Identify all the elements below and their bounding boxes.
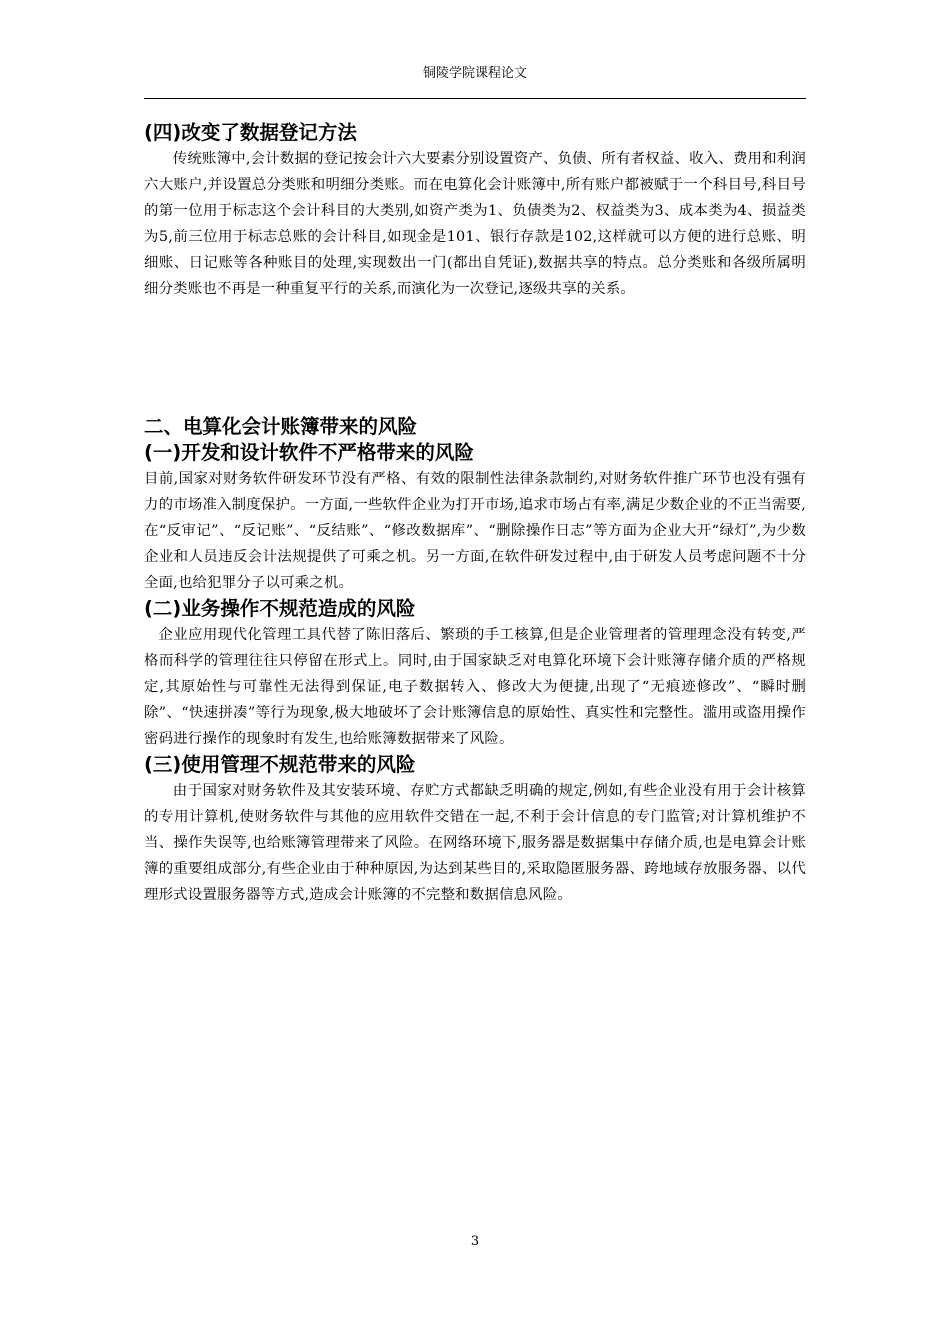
section-gap <box>144 302 806 414</box>
chapter-2-heading: 二、电算化会计账簿带来的风险 <box>144 415 418 438</box>
page-header <box>144 64 806 99</box>
document-body <box>144 120 806 908</box>
risk-2-heading: (二)业务操作不规范造成的风险 <box>144 597 416 620</box>
risk-3-heading: (三)使用管理不规范带来的风险 <box>144 753 416 776</box>
risk-2-paragraph: 企业应用现代化管理工具代替了陈旧落后、繁琐的手工核算,但是企业管理者的管理理念没有转变,严格而科学的管理往往只停留在形式上。同时,由于国家缺乏对电算化环境下会计账簿存储介质的严格规定,其原始性与可靠性无法得到保证,电子数据转入、修改大为便捷,出现了“无痕迹修改”、“瞬时删除”、“快速拼凑”等行为现象,极大地破坏了会计账簿信息的原始性、真实性和完整性。滥用或盗用操作密码进行操作的现象时有发生,也给账簿数据带来了风险。 <box>144 627 806 747</box>
risk-1-paragraph: 目前,国家对财务软件研发环节没有严格、有效的限制性法律条款制约,对财务软件推广环节也没有强有力的市场准入制度保护。一方面,一些软件企业为打开市场,追求市场占有率,满足少数企业的不正当需要,在“反审记”、“反记账”、“反结账”、“修改数据库”、“删除操作日志”等方面为企业大开“绿灯”,为少数企业和人员违反会计法规提供了可乘之机。另一方面,在软件研发过程中,由于研发人员考虑问题不十分全面,也给犯罪分子以可乘之机。 <box>144 471 806 591</box>
section-4-paragraph: 传统账簿中,会计数据的登记按会计六大要素分别设置资产、负债、所有者权益、收入、费用和利润六大账户,并设置总分类账和明细分类账。而在电算化会计账簿中,所有账户都被赋于一个科目号,科目号的第一位用于标志这个会计科目的大类别,如资产类为1、负债类为2、权益类为3、成本类为4、损益类为5,前三位用于标志总账的会计科目,如现金是101、银行存款是102,这样就可以方便的进行总账、明细账、日记账等各种账目的处理,实现数出一门(都出自凭证),数据共享的特点。总分类账和各级所属明细分类账也不再是一种重复平行的关系,而演化为一次登记,逐级共享的关系。 <box>144 151 806 297</box>
section-4-heading: (四)改变了数据登记方法 <box>144 121 357 144</box>
risk-3-paragraph: 由于国家对财务软件及其安装环境、存贮方式都缺乏明确的规定,例如,有些企业没有用于会计核算的专用计算机,使财务软件与其他的应用软件交错在一起,不利于会计信息的专门监管;对计算机维护不当、操作失误等,也给账簿管理带来了风险。在网络环境下,服务器是数据集中存储介质,也是电算会计账簿的重要组成部分,有些企业由于种种原因,为达到某些目的,采取隐匿服务器、跨地域存放服务器、以代理形式设置服务器等方式,造成会计账簿的不完整和数据信息风险。 <box>144 783 806 903</box>
header-title: 铜陵学院课程论文 <box>422 66 527 81</box>
page-number: 3 <box>470 1234 480 1249</box>
risk-1-heading: (一)开发和设计软件不严格带来的风险 <box>144 441 474 464</box>
